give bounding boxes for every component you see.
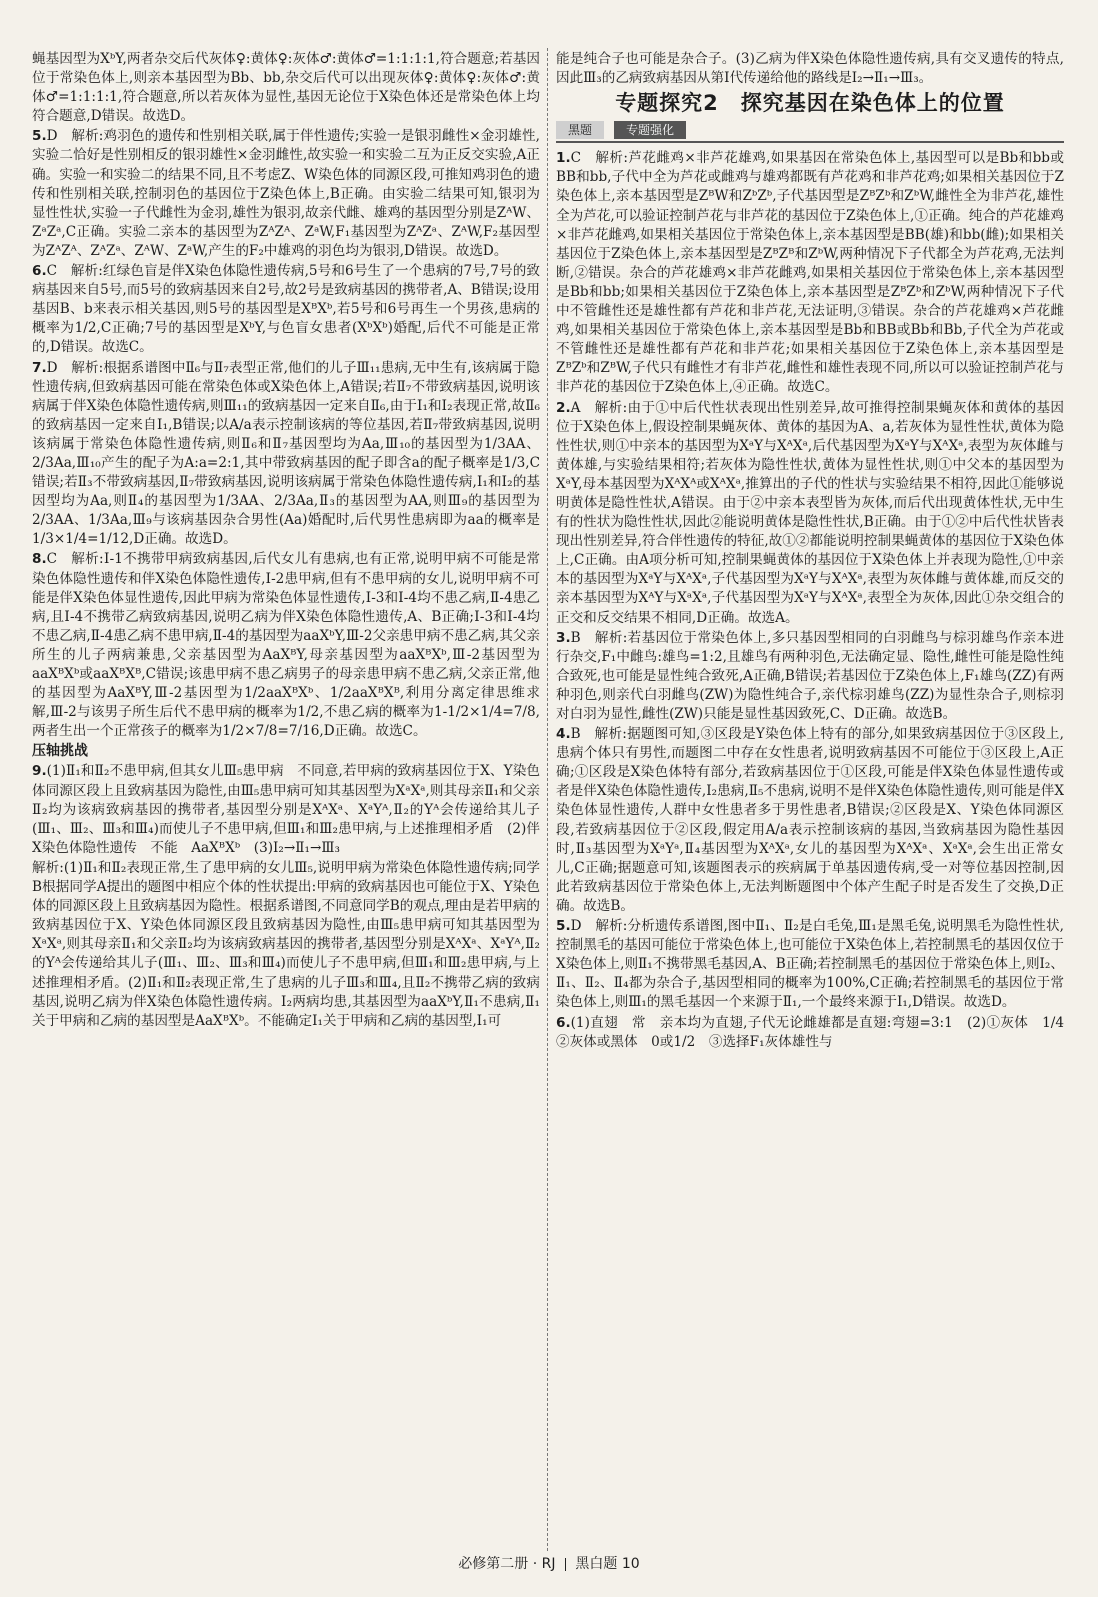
item-number: 8.	[32, 551, 47, 568]
item-text: C 解析:红绿色盲是伴X染色体隐性遗传病,5号和6号生了一个患病的7号,7号的致病基因来自5号,而5号的致病基因来自2号,故2号是致病基因的携带者,A、B错误;设用基因B、b来表示相关基因,则5号的基因型是XᴮXᵇ,若5号和6号再生一个男孩,患病的概率为1/2,C正确;7号的基因型是XᵇY,与色盲女患者(XᵇXᵇ)婚配,后代不可能是正常的,D错误。故选C。	[32, 263, 540, 356]
item-number: 9.	[32, 763, 47, 780]
item-text: B 解析:据题图可知,③区段是Y染色体上特有的部分,如果致病基因位于③区段上,患病个体只有男性,而题图二中存在女性患者,说明致病基因不可能位于③区段上,A正确;①区段是X染色体特有部分,若致病基因位于①区段,可能是伴X染色体显性遗传或者是伴X染色体隐性遗传,Ⅰ₂患病,Ⅱ₅不患病,说明不是伴X染色体隐性遗传,则可能是伴X染色体显性遗传,人群中女性患者多于男性患者,B错误;②区段是X、Y染色体同源区段,若致病基因位于②区段,假定用A/a表示控制该病的基因,当致病基因为隐性基因时,Ⅱ₃基因型为XᵃYᵃ,Ⅱ₄基因型为XᴬXᵃ,女儿的基因型为XᴬXᵃ、XᵃXᵃ,会生出正常女儿,C正确;据题意可知,该题图表示的疾病属于单基因遗传病,受一对等位基因控制,因此若致病基因位于常染色体上,无法判断题图中个体产生配子时是否发生了交换,D正确。故选B。	[556, 726, 1064, 914]
tag-topic-strengthen: 专题强化	[614, 121, 686, 139]
item-number: 2.	[556, 399, 571, 416]
item-number: 7.	[32, 359, 47, 376]
item-number: 1.	[556, 150, 571, 167]
item-text: (1)Ⅱ₁和Ⅱ₂不患甲病,但其女儿Ⅲ₅患甲病 不同意,若甲病的致病基因位于X、Y染色体同源区段上且致病基因为隐性,由Ⅲ₅患甲病可知其基因型为XᵃXᵃ,则其母亲Ⅱ₁和父亲Ⅱ₂均为该病致病基因的携带者,基因型分别是XᴬXᵃ、XᵃYᴬ,Ⅱ₂的Yᴬ会传递给其儿子(Ⅲ₁、Ⅲ₂、Ⅲ₃和Ⅲ₄)而使儿子不患甲病,但Ⅲ₁和Ⅲ₂患甲病,与上述推理相矛盾 (2)伴X染色体隐性遗传 不能 AaXᴮXᵇ (3)Ⅰ₂→Ⅱ₁→Ⅲ₃	[32, 763, 540, 856]
answer-item-3	[556, 629, 1064, 724]
item-number: 4.	[556, 726, 571, 743]
footer-brand: 黑白题	[575, 1556, 618, 1572]
item-number: 3.	[556, 629, 571, 646]
item-number: 6.	[32, 263, 47, 280]
column-divider	[547, 48, 548, 1551]
item-text: B 解析:若基因位于常染色体上,多只基因型相同的白羽雌鸟与棕羽雄鸟作亲本进行杂交,F₁中雌鸟:雄鸟=1:2,且雄鸟有两种羽色,无法确定显、隐性,雌性可能是隐性纯合致死,也可能是显性纯合致死,A正确,B错误;若基因位于Z染色体上,F₁雄鸟(ZZ)有两种羽色,则亲代白羽雌鸟(ZW)为隐性纯合子,亲代棕羽雄鸟(ZZ)为显性杂合子,则棕羽对白羽为显性,雌性(ZW)只能是显性基因致死,C、D正确。故选B。	[556, 629, 1064, 722]
footer-edition: RJ	[541, 1556, 556, 1572]
footer-dot: ·	[532, 1556, 538, 1572]
item-text: A 解析:由于①中后代性状表现出性别差异,故可推得控制果蝇灰体和黄体的基因位于X染色体上,假设控制果蝇灰体、黄体的基因为A、a,若灰体为显性性状,黄体为隐性性状,则①中亲本的基因型为XᵃY与XᴬXᵃ,后代基因型为XᵃY与XᴬXᵃ,表型为灰体雌与黄体雄,与实验结果相符;若灰体为隐性性状,黄体为显性性状,则①中父本的基因型为XᵃY,母本基因型为XᴬXᴬ或XᴬXᵃ,推算出的子代的性状与实验结果不相符,因此①能够说明黄体是隐性性状,A错误。由于②中亲本表型皆为灰体,而后代出现黄体性状,无中生有的性状为隐性性状,因此②能说明黄体是隐性性状,B正确。由于①②中后代性状皆表现出性别差异,符合伴性遗传的特征,故①②都能说明控制果蝇黄体的基因位于X染色体上,C正确。由A项分析可知,控制果蝇黄体的基因位于X染色体上并表现为隐性,①中亲本的基因型为XᵃY与XᴬXᵃ,子代基因型为XᵃY与XᴬXᵃ,表型为灰体雌与黄体雄,而反交的亲本基因型为XᴬY与XᵃXᵃ,子代基因型为XᵃY与XᴬXᵃ,表型全为灰体,因此①杂交组合的正交和反交结果不相同,D正确。故选A。	[556, 399, 1065, 626]
right-column	[556, 50, 1078, 1549]
page-footer	[0, 1553, 1098, 1573]
answer-item-9	[32, 762, 540, 857]
item-text: C 解析:芦花雌鸡×非芦花雄鸡,如果基因在常染色体上,基因型可以是Bb和bb或BB和bb,子代中全为芦花或雌鸡与雄鸡都既有芦花鸡和非芦花鸡;如果相关基因位于Z染色体上,亲本基因型是ZᴮW和ZᵇZᵇ,子代基因型是ZᴮZᵇ和ZᵇW,雌性全为非芦花,雄性全为芦花,可以验证控制芦花与非芦花的基因位于Z染色体上,①正确。纯合的芦花雄鸡×非芦花雌鸡,如果相关基因位于常染色体上,亲本基因型是BB(雄)和bb(雌);如果相关基因位于Z染色体上,亲本基因型是ZᴮZᴮ和ZᵇW,两种情况下子代都全为芦花鸡,无法判断,②错误。杂合的芦花雄鸡×非芦花雌鸡,如果相关基因位于常染色体上,亲本基因型是Bb和bb;如果相关基因位于Z染色体上,亲本基因型是ZᴮZᵇ和ZᵇW,两种情况下子代中不管雌性还是雄性都有芦花和非芦花,无法证明,③错误。杂合的芦花雄鸡×芦花雌鸡,如果相关基因位于常染色体上,亲本基因型是Bb和BB或Bb和Bb,子代全为芦花或不管雌性还是雄性都有芦花和非芦花;如果相关基因位于Z染色体上,亲本基因型是ZᴮZᵇ和ZᴮW,子代只有雌性才有非芦花,雌性和雄性表现不同,所以可以验证控制芦花与非芦花的基因位于Z染色体上,④正确。故选C。	[556, 150, 1064, 396]
topic-title: 专题探究2 探究基因在染色体上的位置	[615, 91, 1005, 116]
answer-item-4	[556, 725, 1064, 916]
tag-black-questions: 黑题	[556, 121, 604, 139]
answer-item-6-right	[556, 1014, 1078, 1052]
item-text: (1)直翅 常 亲本均为直翅,子代无论雌雄都是直翅:弯翅=3:1 (2)①灰体 1/4 ②灰体或黑体 0或1/2 ③选择F₁灰体雄性与	[556, 1014, 1078, 1050]
right-intro-paragraph: 能是纯合子也可能是杂合子。(3)乙病为伴X染色体隐性遗传病,具有交叉遗传的特点,因此Ⅲ₃的乙病致病基因从第Ⅰ代传递给他的路线是Ⅰ₂→Ⅱ₁→Ⅲ₃。	[556, 51, 1064, 87]
answer-item-5	[32, 127, 540, 261]
footer-book: 必修第二册	[458, 1556, 529, 1572]
footer-separator	[565, 1558, 566, 1571]
left-column	[32, 50, 540, 1549]
item-text: D 解析:分析遗传系谱图,图中Ⅱ₁、Ⅱ₂是白毛兔,Ⅲ₁是黑毛兔,说明黑毛为隐性性状,控制黑毛的基因可能位于常染色体上,也可能位于X染色体上,若控制黑毛的基因仅位于X染色体上,则Ⅱ₁不携带黑毛基因,A、B正确;若控制黑毛的基因位于常染色体上,则Ⅰ₂、Ⅱ₁、Ⅱ₂、Ⅱ₄都为杂合子,基因型相同的概率为100%,C正确;若控制黑毛的基因位于常染色体上,则Ⅲ₁的黑毛基因一个来源于Ⅱ₁,一个最终来源于Ⅰ₁,D错误。故选D。	[556, 918, 1064, 1011]
answer-item-7	[32, 359, 540, 550]
item-number: 5.	[32, 128, 47, 145]
answer-item-8	[32, 550, 540, 741]
answer-item-1	[556, 149, 1064, 397]
item-number: 5.	[556, 918, 571, 935]
item-text: C 解析:Ⅰ-1不携带甲病致病基因,后代女儿有患病,也有正常,说明甲病不可能是常染色体隐性遗传和伴X染色体隐性遗传,Ⅰ-2患甲病,但有不患甲病的女儿,说明甲病不可能是伴X染色体显性遗传,因此甲病为常染色体显性遗传,Ⅰ-3和Ⅰ-4均不患乙病,Ⅱ-4患乙病,且Ⅰ-4不携带乙病致病基因,说明乙病为伴X染色体隐性遗传,A、B正确;Ⅰ-3和Ⅰ-4均不患乙病,Ⅱ-4患乙病不患甲病,Ⅱ-4的基因型为aaXᵇY,Ⅲ-2父亲患甲病不患乙病,其父亲所生的儿子两病兼患,父亲基因型为AaXᴮY,母亲基因型为aaXᴮXᵇ,Ⅲ-2基因型为aaXᴮXᵇ或aaXᴮXᴮ,C错误;该患甲病不患乙病男子的母亲患甲病不患乙病,父亲正常,他的基因型为AaXᴮY,Ⅲ-2基因型为1/2aaXᴮXᵇ、1/2aaXᴮXᴮ,利用分离定律思维求解,Ⅲ-2与该男子所生后代不患甲病的概率为1/2,不患乙病的概率为1-1/2×1/4=7/8,两者生出一个正常孩子的概率为1/2×7/8=7/16,D正确。故选C。	[32, 551, 540, 740]
answer-item-6	[32, 262, 540, 357]
left-intro-paragraph: 蝇基因型为XᵇY,两者杂交后代灰体♀:黄体♀:灰体♂:黄体♂=1:1:1:1,符合题意;若基因位于常染色体上,则亲本基因型为Bb、bb,杂交后代可以出现灰体♀:黄体♀:灰体♂:黄体♂=1:1:1:1,符合题意,所以若灰体为显性,基因无论位于X染色体还是常染色体上均符合题意,D错误。故选D。	[32, 51, 540, 125]
page-number: 10	[621, 1556, 640, 1572]
answer-item-5-right	[556, 917, 1064, 1012]
item-text: D 解析:鸡羽色的遗传和性别相关联,属于伴性遗传;实验一是银羽雌性×金羽雄性,实验二恰好是性别相反的银羽雄性×金羽雌性,故实验一和实验二互为正反交实验,A正确。实验一和实验二的结果不同,且不考虑Z、W染色体的同源区段,可推知鸡羽色的遗传和性别相关联,控制羽色的基因位于Z染色体上,B正确。由实验二结果可知,银羽为显性性状,实验一子代雌性为金羽,雄性为银羽,故亲代雌、雄鸡的基因型分别是ZᴬW、ZᵃZᵃ,C正确。实验二亲本的基因型为ZᴬZᴬ、ZᵃW,F₁基因型为ZᴬZᵃ、ZᴬW,F₂基因型为ZᴬZᴬ、ZᴬZᵃ、ZᴬW、ZᵃW,产生的F₂中雄鸡的羽色均为银羽,D错误。故选D。	[32, 128, 540, 259]
section-tag-bar	[556, 121, 1064, 143]
section-heading: 压轴挑战	[32, 743, 88, 760]
item-text: D 解析:根据系谱图中Ⅱ₆与Ⅱ₇表型正常,他们的儿子Ⅲ₁₁患病,无中生有,该病属于隐性遗传病,但致病基因可能在常染色体或X染色体上,A错误;若Ⅱ₇不带致病基因,说明该病属于伴X染色体隐性遗传病,则Ⅲ₁₁的致病基因一定来自Ⅱ₆,由于Ⅰ₁和Ⅰ₂表现正常,故Ⅱ₆的致病基因一定来自Ⅰ₁,B错误;以A/a表示控制该病的等位基因,若Ⅱ₇带致病基因,说明该病属于常染色体隐性遗传病,则Ⅱ₆和Ⅱ₇基因型均为Aa,Ⅲ₁₀的基因型为1/3AA、2/3Aa,Ⅲ₁₀产生的配子为A:a=2:1,其中带致病基因的配子即含a的配子概率是1/3,C错误;若Ⅱ₃不带致病基因,Ⅱ₇带致病基因,说明该病属于常染色体隐性遗传病,Ⅰ₁和Ⅰ₂的基因型均为Aa,则Ⅱ₄的基因型为1/3AA、2/3Aa,Ⅱ₃的基因型为AA,则Ⅲ₉的基因型为2/3AA、1/3Aa,Ⅲ₉与该病基因杂合男性(Aa)婚配时,后代男性患病即为aa的概率是1/3×1/4=1/12,D正确。故选D。	[32, 359, 540, 548]
answer-item-2	[556, 399, 1064, 628]
answer-item-9-analysis: 解析:(1)Ⅱ₁和Ⅱ₂表现正常,生了患甲病的女儿Ⅲ₅,说明甲病为常染色体隐性遗传病;同学B根据同学A提出的题图中相应个体的性状提出:甲病的致病基因也可能位于X、Y染色体的同源区段上且致病基因为隐性。根据系谱图,不同意同学B的观点,理由是若甲病的致病基因位于X、Y染色体同源区段且致病基因为隐性,由Ⅲ₅患甲病可知其基因型为XᵃXᵃ,则其母亲Ⅱ₁和父亲Ⅱ₂均为该病致病基因的携带者,基因型分别是XᴬXᵃ、XᵃYᴬ,Ⅱ₂的Yᴬ会传递给其儿子(Ⅲ₁、Ⅲ₂、Ⅲ₃和Ⅲ₄)而使儿子不患甲病,但Ⅲ₁和Ⅲ₂患甲病,与上述推理相矛盾。(2)Ⅱ₁和Ⅱ₂表现正常,生了患病的儿子Ⅲ₃和Ⅲ₄,且Ⅱ₂不携带乙病的致病基因,说明乙病为伴X染色体隐性遗传病。Ⅰ₂两病均患,其基因型为aaXᵇY,Ⅱ₁不患病,Ⅱ₁关于甲病和乙病的基因型是AaXᴮXᵇ。不能确定Ⅰ₁关于甲病和乙病的基因型,Ⅰ₁可	[32, 859, 541, 1029]
item-number: 6.	[556, 1014, 571, 1031]
